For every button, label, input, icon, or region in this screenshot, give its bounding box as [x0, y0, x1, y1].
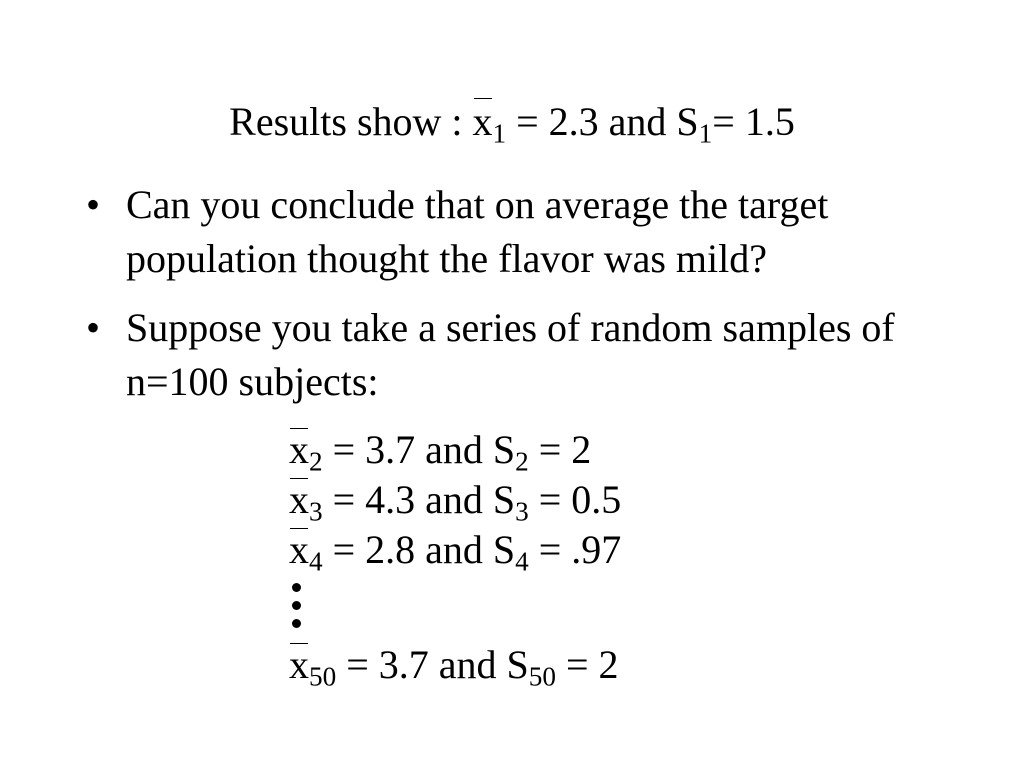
overbar — [290, 643, 308, 644]
mean-subscript: 2 — [309, 446, 323, 477]
sample-mean-symbol — [289, 640, 309, 690]
ellipsis-dot — [292, 601, 301, 610]
sample-equation — [289, 525, 621, 575]
title-mean-symbol — [473, 94, 493, 150]
equation-tail: = 2 — [555, 642, 619, 687]
mean-letter: x — [289, 427, 309, 472]
mean-subscript: 4 — [309, 546, 323, 577]
mean-letter: x — [289, 477, 309, 522]
title-prefix: Results show : — [229, 99, 473, 144]
ellipsis-dot — [292, 583, 301, 592]
overbar — [474, 98, 492, 99]
sd-subscript: 2 — [515, 446, 529, 477]
equation-middle: = 3.7 and S — [322, 427, 516, 472]
vertical-ellipsis-icon — [289, 575, 309, 635]
sample-equation-last — [289, 640, 621, 690]
title-sd-subscript: 1 — [698, 118, 713, 149]
equation-middle: = 4.3 and S — [322, 477, 516, 522]
equation-tail: = 2 — [528, 427, 592, 472]
ellipsis-dot — [292, 619, 301, 628]
equation-tail: = 0.5 — [528, 477, 622, 522]
sample-equations — [289, 425, 621, 690]
overbar — [290, 528, 308, 529]
sample-mean-symbol — [289, 525, 309, 575]
title-sd-rest: = 1.5 — [712, 99, 795, 144]
bullet-text: Can you conclude that on average the target population thought the flavor was mild? — [126, 182, 829, 281]
slide-title — [0, 94, 1024, 150]
equation-middle: = 2.8 and S — [322, 527, 516, 572]
bullet-item — [0, 301, 1024, 409]
sample-mean-symbol — [289, 475, 309, 525]
bullet-marker: • — [86, 182, 101, 227]
mean-letter: x — [472, 99, 493, 144]
title-mean-rest: = 2.3 and S — [506, 99, 699, 144]
mean-letter: x — [289, 527, 309, 572]
mean-subscript: 50 — [309, 661, 337, 692]
bullet-text: Suppose you take a series of random samples of n=100 subjects: — [126, 305, 895, 404]
bullet-marker: • — [86, 305, 101, 350]
sample-equation — [289, 475, 621, 525]
title-mean-subscript: 1 — [492, 118, 507, 149]
sample-equation — [289, 425, 621, 475]
mean-letter: x — [289, 642, 309, 687]
sd-subscript: 3 — [515, 496, 529, 527]
overbar — [290, 478, 308, 479]
equation-middle: = 3.7 and S — [336, 642, 529, 687]
sd-subscript: 4 — [515, 546, 529, 577]
bullet-item — [0, 178, 1024, 286]
overbar — [290, 428, 308, 429]
sd-subscript: 50 — [528, 661, 556, 692]
mean-subscript: 3 — [309, 496, 323, 527]
equation-tail: = .97 — [528, 527, 622, 572]
sample-mean-symbol — [289, 425, 309, 475]
bullet-list — [0, 178, 1024, 424]
